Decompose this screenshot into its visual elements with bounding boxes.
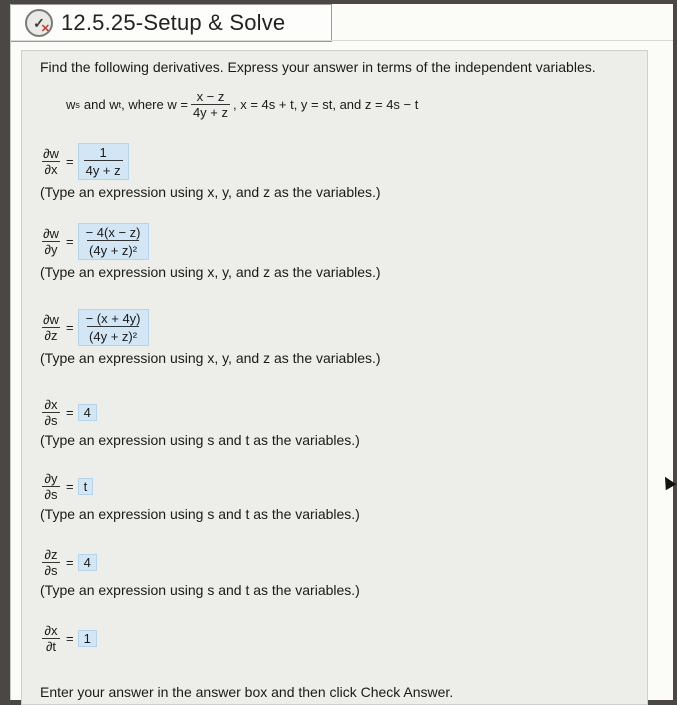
answer-box[interactable]: $\frac{1}{4y + z}$ [78, 143, 129, 180]
title-bar [11, 4, 332, 42]
answer-box[interactable]: $\frac{- 4(x - z)}{\text{(4y + z)²}}$ [78, 223, 149, 260]
dw-dx-item: $\frac{\partial w}{\partial x}$ = $\frac{1}{4y + z}$ (Type an expression using x, y, and z as the variables.) [40, 145, 381, 200]
dy-ds-item: $\frac{\partial y}{\partial s}$ = t (Type an expression using s and t as the variables.) [40, 471, 360, 522]
derivative-label: $\frac{\partial w}{\partial x}$ [43, 146, 59, 177]
hint-text: (Type an expression using s and t as the variables.) [40, 582, 360, 598]
dx-dt-item: $\frac{\partial x}{\partial t}$ = 1 [40, 623, 97, 654]
divider [11, 40, 673, 41]
hint-text: (Type an expression using x, y, and z as the variables.) [40, 350, 381, 366]
dw-dy-item: $\frac{\partial w}{\partial y}$ = $\frac{- 4(x - z)}{\text{(4y + z)²}}$ (Type an expression using x, y, and z as the variables.) [40, 225, 381, 280]
mouse-cursor-icon [660, 474, 676, 490]
instruction-footer: Enter your answer in the answer box and then click Check Answer. [40, 684, 454, 700]
page-title: 12.5.25-Setup & Solve [61, 10, 286, 35]
answer-box[interactable]: 4 [78, 404, 97, 421]
question-panel [21, 50, 648, 705]
derivative-label: $\frac{\partial x}{\partial s}$ [40, 397, 62, 428]
w-fraction: $\frac{x - z}{4y + z}$ [192, 89, 228, 120]
dx-ds-item: $\frac{\partial x}{\partial s}$ = 4 (Type an expression using s and t as the variables.) [40, 397, 360, 448]
dz-ds-item: $\frac{\partial z}{\partial s}$ = 4 (Type an expression using s and t as the variables.) [40, 547, 360, 598]
hint-text: (Type an expression using x, y, and z as the variables.) [40, 264, 381, 280]
given-expression: w s and w t , where w = $\frac{x - z}{4y + z}$ , x = 4s + t, y = st, and z = 4s − t [66, 89, 419, 120]
derivative-label: $\frac{\partial w}{\partial z}$ [43, 312, 59, 343]
derivative-label: $\frac{\partial w}{\partial y}$ [43, 226, 59, 257]
answer-box[interactable]: 4 [78, 554, 97, 571]
hint-text: (Type an expression using s and t as the variables.) [40, 432, 360, 448]
derivative-label: $\frac{\partial x}{\partial t}$ [40, 623, 62, 654]
hint-text: (Type an expression using x, y, and z as the variables.) [40, 184, 381, 200]
answer-box[interactable]: $\frac{- (x + 4y)}{\text{(4y + z)²}}$ [78, 309, 149, 346]
answer-box[interactable]: 1 [78, 630, 97, 647]
partial-credit-icon: ✓ ✕ [25, 9, 53, 37]
screen [10, 4, 673, 700]
answer-box[interactable]: t [78, 478, 94, 495]
question-prompt: Find the following derivatives. Express your answer in terms of the independent variables. [40, 59, 596, 75]
hint-text: (Type an expression using s and t as the variables.) [40, 506, 360, 522]
dw-dz-item: $\frac{\partial w}{\partial z}$ = $\frac{- (x + 4y)}{\text{(4y + z)²}}$ (Type an expression using x, y, and z as the variables.) [40, 311, 381, 366]
derivative-label: $\frac{\partial y}{\partial s}$ [40, 471, 62, 502]
derivative-label: $\frac{\partial z}{\partial s}$ [40, 547, 62, 578]
